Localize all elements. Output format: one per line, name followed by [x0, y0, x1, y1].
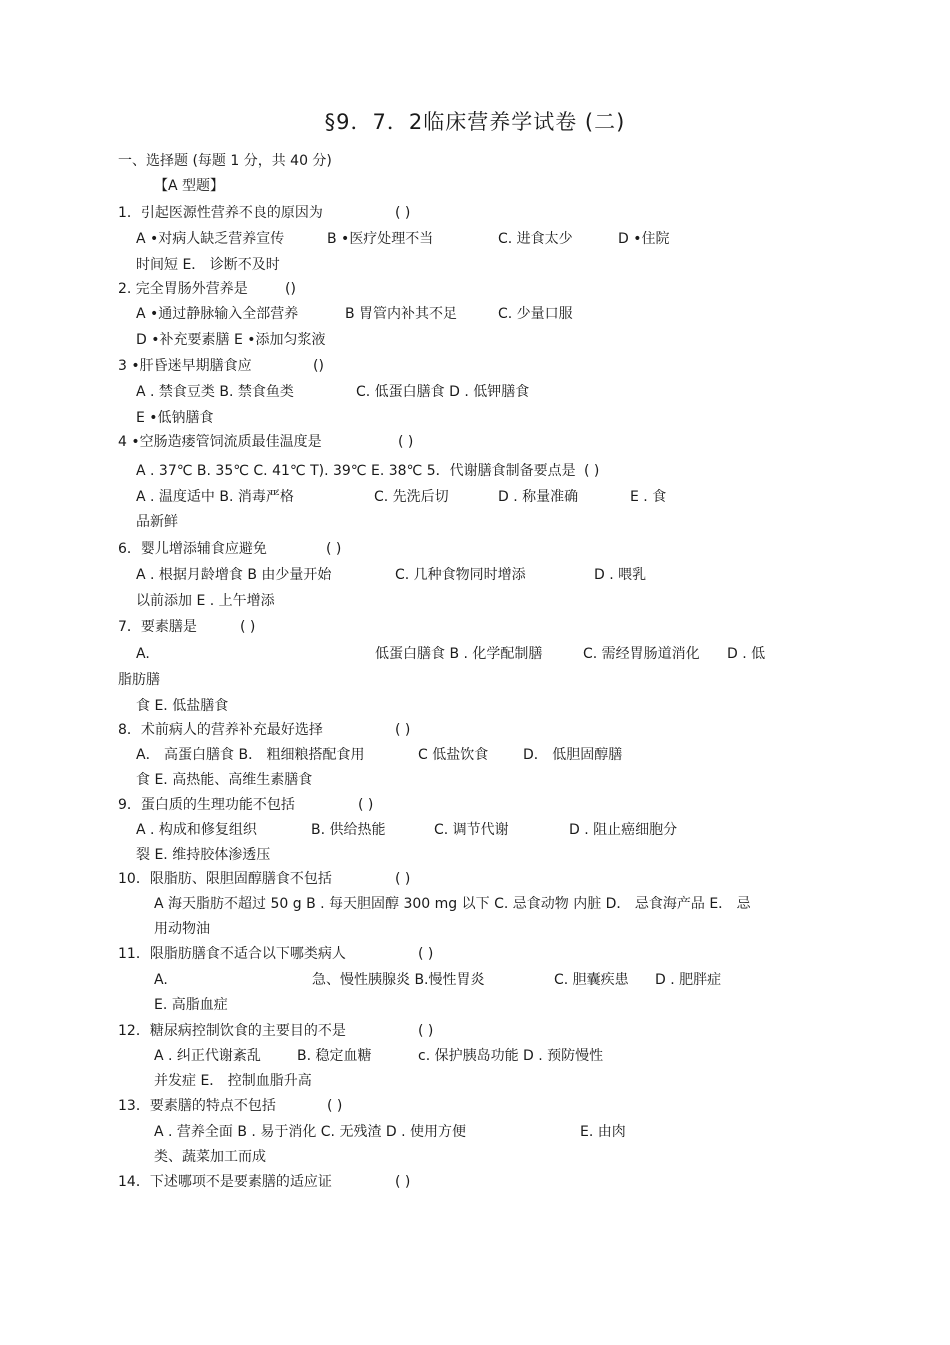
question-line-segment: ( ) — [358, 797, 374, 813]
question-line-segment: C. 胆囊疾患 — [554, 972, 629, 988]
question-line-segment: ( ) — [395, 722, 411, 738]
page-title: §9．7．2临床营养学试卷 (二) — [324, 110, 626, 134]
question-line-segment: C. 先洗后切 — [374, 489, 449, 505]
section-heading: 一、选择题 (每题 1 分，共 40 分) — [118, 153, 332, 169]
question-line-segment: E . 食 — [630, 489, 667, 505]
question-line-segment: 低蛋白膳食 B . 化学配制膳 — [375, 646, 543, 662]
question-line-segment: ( ) — [418, 1023, 434, 1039]
question-line-segment: ( ) — [240, 619, 256, 635]
question-line: A 海天脂肪不超过 50 g B . 每天胆固醇 300 mg 以下 C. 忌食动物 内脏 D． 忌食海产品 E． 忌 — [154, 896, 751, 912]
question-line: A . 禁食豆类 B. 禁食鱼类 — [136, 384, 294, 400]
question-line: 并发症 E． 控制血脂升高 — [154, 1073, 312, 1089]
question-line: 8．术前病人的营养补充最好选择 — [118, 722, 323, 738]
question-line: 4 •空肠造瘘管饲流质最佳温度是 — [118, 434, 322, 450]
question-line: 3 •肝昏迷早期膳食应 — [118, 358, 252, 374]
question-line-segment: B 胃管内补其不足 — [345, 306, 458, 322]
question-line-segment: D . 低 — [727, 646, 766, 662]
question-line: A. — [136, 646, 150, 662]
question-line: 食 E. 低盐膳食 — [136, 698, 229, 714]
question-line-segment: C. 少量口服 — [498, 306, 573, 322]
question-line-segment: B •医疗处理不当 — [327, 231, 434, 247]
question-line: A . 纠正代谢紊乱 — [154, 1048, 261, 1064]
question-line: 12．糖尿病控制饮食的主要目的不是 — [118, 1023, 346, 1039]
question-line: 品新鲜 — [136, 514, 178, 530]
question-line-segment: C. 调节代谢 — [434, 822, 509, 838]
question-line: 食 E. 高热能、高维生素膳食 — [136, 772, 313, 788]
question-line: A . 构成和修复组织 — [136, 822, 257, 838]
question-line-segment: C. 需经胃肠道消化 — [583, 646, 700, 662]
question-line: A． 高蛋白膳食 B． 粗细粮搭配食用 — [136, 747, 365, 763]
question-line-segment: ( ) — [326, 541, 342, 557]
question-line-segment: ( ) — [395, 205, 411, 221]
question-line-segment: ( ) — [395, 871, 411, 887]
question-line-segment: ( ) — [327, 1098, 343, 1114]
question-line-segment: D . 喂乳 — [594, 567, 647, 583]
question-line: 用动物油 — [154, 921, 210, 937]
question-line-segment: ( ) — [418, 946, 434, 962]
question-line-segment: D •住院 — [618, 231, 670, 247]
question-line: 10．限脂肪、限胆固醇膳食不包括 — [118, 871, 332, 887]
subsection-heading: 【A 型题】 — [154, 178, 225, 194]
question-line: 7．要素膳是 — [118, 619, 197, 635]
question-line-segment: () — [285, 281, 296, 297]
question-line-segment: C. 进食太少 — [498, 231, 573, 247]
question-line: 脂肪膳 — [118, 672, 160, 688]
question-line: E •低钠膳食 — [136, 410, 214, 426]
question-line-segment: B. 供给热能 — [311, 822, 386, 838]
question-line-segment: E. 由肉 — [580, 1124, 626, 1140]
question-line: A •对病人缺乏营养宣传 — [136, 231, 285, 247]
question-line-segment: ( ) — [395, 1174, 411, 1190]
question-line: 9．蛋白质的生理功能不包括 — [118, 797, 295, 813]
question-line-segment: ( ) — [584, 463, 600, 479]
question-line-segment: D． 低胆固醇膳 — [523, 747, 623, 763]
question-line: 11．限脂肪膳食不适合以下哪类病人 — [118, 946, 346, 962]
question-line-segment: () — [313, 358, 324, 374]
question-line-segment: B. 稳定血糖 — [297, 1048, 372, 1064]
question-line: 以前添加 E . 上午增添 — [136, 593, 275, 609]
question-line: E. 高脂血症 — [154, 997, 228, 1013]
question-line: A. — [154, 972, 168, 988]
question-line-segment: c. 保护胰岛功能 D . 预防慢性 — [418, 1048, 604, 1064]
question-line: A . 根据月龄增食 B 由少量开始 — [136, 567, 332, 583]
question-line-segment: D . 阻止癌细胞分 — [569, 822, 678, 838]
question-line: 类、蔬菜加工而成 — [154, 1149, 266, 1165]
question-line-segment: C. 几种食物同时增添 — [395, 567, 526, 583]
question-line-segment: C. 低蛋白膳食 D . 低钾膳食 — [356, 384, 530, 400]
question-line: 14．下述哪项不是要素膳的适应证 — [118, 1174, 332, 1190]
question-line: A . 营养全面 B . 易于消化 C. 无残渣 D . 使用方便 — [154, 1124, 467, 1140]
question-line: 1．引起医源性营养不良的原因为 — [118, 205, 323, 221]
question-line: A . 温度适中 B. 消毒严格 — [136, 489, 294, 505]
question-line-segment: 急、慢性胰腺炎 B.慢性胃炎 — [312, 972, 485, 988]
question-line: 2. 完全胃肠外营养是 — [118, 281, 248, 297]
question-line: A . 37℃ B. 35℃ C. 41℃ T). 39℃ E. 38℃ 5．代谢膳食制备要点是 — [136, 463, 576, 479]
question-line-segment: ( ) — [398, 434, 414, 450]
question-line: 13．要素膳的特点不包括 — [118, 1098, 276, 1114]
question-line: 裂 E. 维持胶体渗透压 — [136, 847, 271, 863]
question-line: A •通过静脉输入全部营养 — [136, 306, 299, 322]
question-line: 6．婴儿增添辅食应避免 — [118, 541, 267, 557]
question-line-segment: D . 肥胖症 — [655, 972, 722, 988]
question-line-segment: C 低盐饮食 — [418, 747, 489, 763]
question-line: D •补充要素膳 E •添加匀浆液 — [136, 332, 326, 348]
question-line: 时间短 E． 诊断不及时 — [136, 257, 280, 273]
question-line-segment: D . 称量准确 — [498, 489, 579, 505]
